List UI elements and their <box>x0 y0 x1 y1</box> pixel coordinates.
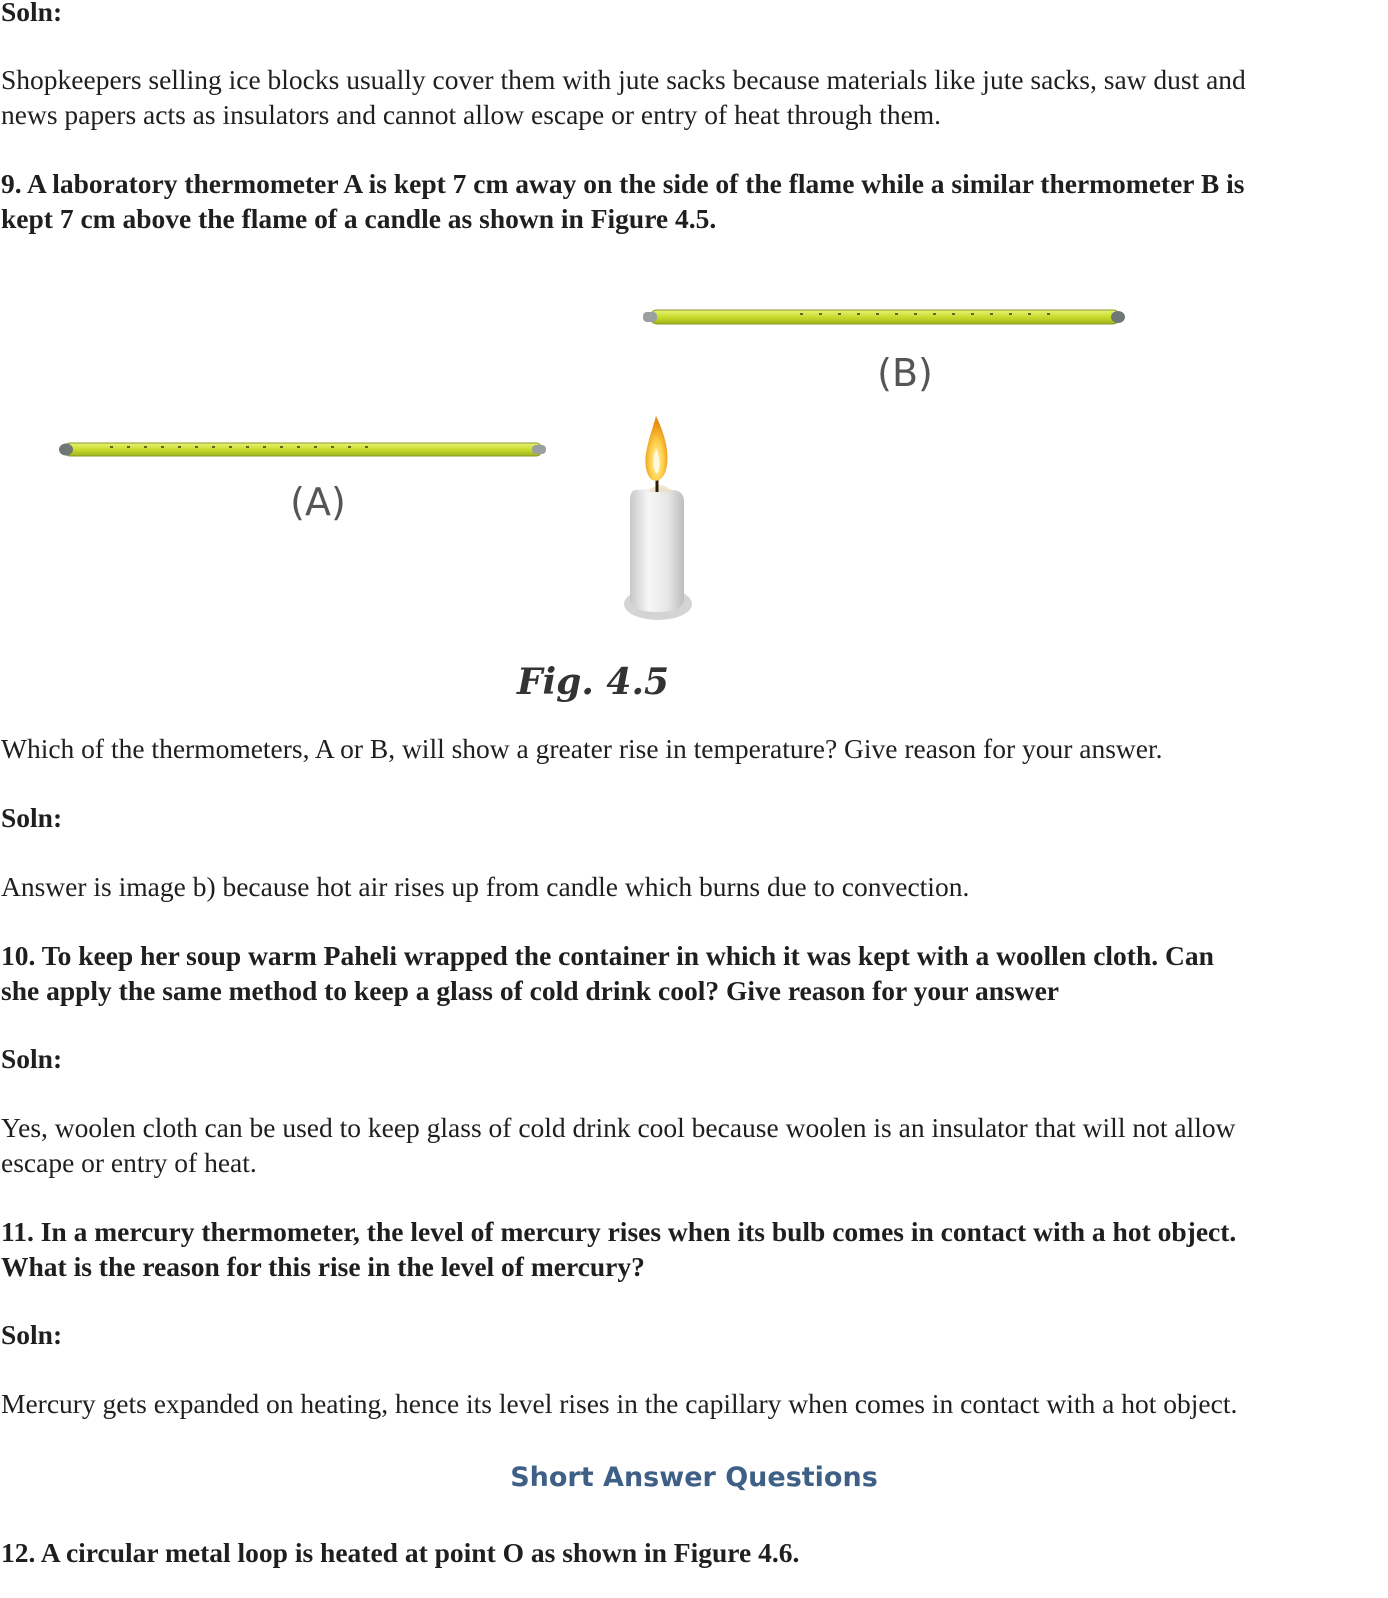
soln-label-q11: Soln: <box>1 1319 63 1350</box>
q10-answer-line-1: Yes, woolen cloth can be used to keep glass of cold drink cool because woolen is an insulator that will not allow <box>1 1112 1236 1143</box>
thermometer-b <box>643 310 1125 324</box>
flame-icon <box>645 416 667 481</box>
q10-question-line-1: 10. To keep her soup warm Paheli wrapped the container in which it was kept with a woollen cloth. Can <box>1 940 1214 971</box>
q11-question-line-2: What is the reason for this rise in the level of mercury? <box>1 1251 645 1282</box>
q9-question-line-2: kept 7 cm above the flame of a candle as shown in Figure 4.5. <box>1 203 717 234</box>
candle <box>624 476 692 620</box>
thermometer-a <box>59 443 546 456</box>
q8-answer-line-1: Shopkeepers selling ice blocks usually cover them with jute sacks because materials like jute sacks, saw dust and <box>1 64 1246 95</box>
thermometer-b-label: (B) <box>877 351 933 395</box>
q9-followup: Which of the thermometers, A or B, will show a greater rise in temperature? Give reason for your answer. <box>1 733 1163 764</box>
q10-answer-line-2: escape or entry of heat. <box>1 1147 257 1178</box>
soln-label-q9: Soln: <box>1 802 63 833</box>
q10-question-line-2: she apply the same method to keep a glass of cold drink cool? Give reason for your answer <box>1 975 1059 1006</box>
soln-label-q8: Soln: <box>1 0 63 27</box>
q9-question-line-1: 9. A laboratory thermometer A is kept 7 cm away on the side of the flame while a similar thermometer B is <box>1 168 1245 199</box>
soln-label-q10: Soln: <box>1 1043 63 1074</box>
q9-answer: Answer is image b) because hot air rises up from candle which burns due to convection. <box>1 871 970 902</box>
thermometer-a-label: (A) <box>290 480 346 524</box>
figure-4-5 <box>0 280 1388 720</box>
q11-question-line-1: 11. In a mercury thermometer, the level of mercury rises when its bulb comes in contact with a hot object. <box>1 1216 1237 1247</box>
figure-caption: Fig. 4.5 <box>516 661 670 703</box>
section-heading: Short Answer Questions <box>510 1462 878 1493</box>
q8-answer-line-2: news papers acts as insulators and cannot allow escape or entry of heat through them. <box>1 99 942 130</box>
q12-question: 12. A circular metal loop is heated at point O as shown in Figure 4.6. <box>1 1537 800 1568</box>
q11-answer: Mercury gets expanded on heating, hence its level rises in the capillary when comes in contact with a hot object. <box>1 1388 1238 1419</box>
